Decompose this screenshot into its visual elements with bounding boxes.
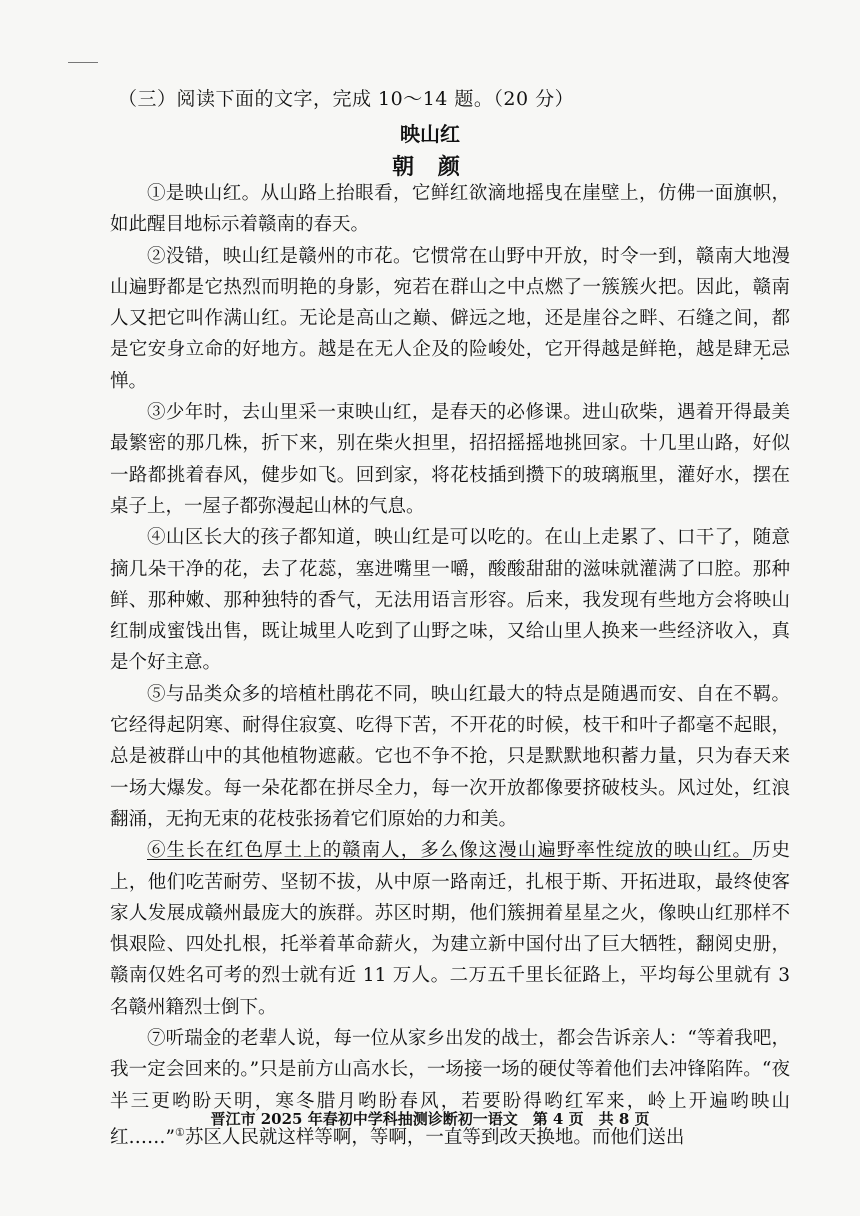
paragraph-3: ③少年时，去山里采一束映山红，是春天的必修课。进山砍柴，遇着开得最美最繁密的那几株，折下来，别在柴火担里，招招摇摇地挑回家。十几里山路，好似一路都挑着春风，健步如飞。回到家，将花枝插到攒下的玻璃瓶里，灌好水，摆在桌子上，一屋子都弥漫起山林的气息。 bbox=[110, 402, 790, 517]
emphasis-dot-word: 肆 bbox=[733, 339, 753, 361]
paragraph-2 bbox=[110, 241, 790, 397]
paragraph-4: ④山区长大的孩子都知道，映山红是可以吃的。在山上走累了、口干了，随意摘几朵干净的花，去了花蕊，塞进嘴里一嚼，酸酸甜甜的滋味就灌满了口腔。那种鲜、那种嫩、那种独特的香气，无法用语言形容。后来，我发现有些地方会将映山红制成蜜饯出售，既让城里人吃到了山野之味，又给山里人换来一些经济收入，真是个好主意。 bbox=[110, 527, 790, 674]
paragraph-2-end: 。 bbox=[128, 370, 148, 392]
paragraph-7-text: ⑦听瑞金的老辈人说，每一位从家乡出发的战士，都会告诉亲人：“等着我吧，我一定会回来的。”只是前方山高水长，一场接一场的硬仗等着他们去冲锋陷阵。“夜半三更哟盼天明，寒冬腊月哟盼春风，若要盼得哟红军来，岭上开遍哟映山红……” bbox=[110, 1028, 790, 1149]
paragraph-1: ①是映山红。从山路上抬眼看，它鲜红欲滴地摇曳在崖壁上，仿佛一面旗帜，如此醒目地标示着赣南的春天。 bbox=[110, 183, 790, 236]
paragraph-7 bbox=[110, 1023, 790, 1153]
paragraph-6-text: 历史上，他们吃苦耐劳、坚韧不拔，从中原一路南迁，扎根于斯、开拓进取，最终使客家人发展成赣州最庞大的族群。苏区时期，他们簇拥着星星之火，像映山红那样不惧艰险、四处扎根，托举着革命薪火，为建立新中国付出了巨大牺牲，翻阅史册，赣南仅姓名可考的烈士就有近 11 万人。二万五千里长征路上，平均每公里就有 3 名赣州籍烈士倒下。 bbox=[110, 840, 790, 1018]
paragraph-5: ⑤与品类众多的培植杜鹃花不同，映山红最大的特点是随遇而安、自在不羁。它经得起阴寒、耐得住寂寞、吃得下苦，不开花的时候，枝干和叶子都毫不起眼，总是被群山中的其他植物遮蔽。它也不争不抢，只是默默地积蓄力量，只为春天来一场大爆发。每一朵花都在拼尽全力，每一次开放都像要挤破枝头。风过处，红浪翻涌，无拘无束的花枝张扬着它们原始的力和美。 bbox=[110, 683, 790, 830]
paragraph-2-tail: 无忌惮 bbox=[110, 339, 790, 392]
footnote-marker: ① bbox=[174, 1125, 185, 1139]
article-body bbox=[110, 178, 790, 1153]
paragraph-7-end: 苏区人民就这样等啊，等啊，一直等到改天换地。而他们送出 bbox=[184, 1127, 685, 1149]
article-title: 映山红 bbox=[400, 122, 460, 146]
corner-mark bbox=[68, 62, 98, 63]
section-header: （三）阅读下面的文字，完成 10～14 题。（20 分） bbox=[118, 88, 575, 110]
paragraph-6 bbox=[110, 835, 790, 1023]
underlined-sentence: ⑥生长在红色厚土上的赣南人，多么像这漫山遍野率性绽放的映山红。 bbox=[147, 840, 752, 862]
paragraph-2-text: ②没错，映山红是赣州的市花。它惯常在山野中开放，时令一到，赣南大地漫山遍野都是它热烈而明艳的身影，宛若在群山之中点燃了一簇簇火把。因此，赣南人又把它叫作满山红。无论是高山之巅、僻远之地，还是崖谷之畔、石缝之间，都是它安身立命的好地方。越是在无人企及的险峻处，它开得越是鲜艳，越是 bbox=[110, 245, 790, 361]
page-footer: 晋江市 2025 年春初中学科抽测诊断初一语文 第 4 页 共 8 页 bbox=[210, 1110, 650, 1128]
article-author: 朝 颜 bbox=[392, 154, 468, 180]
